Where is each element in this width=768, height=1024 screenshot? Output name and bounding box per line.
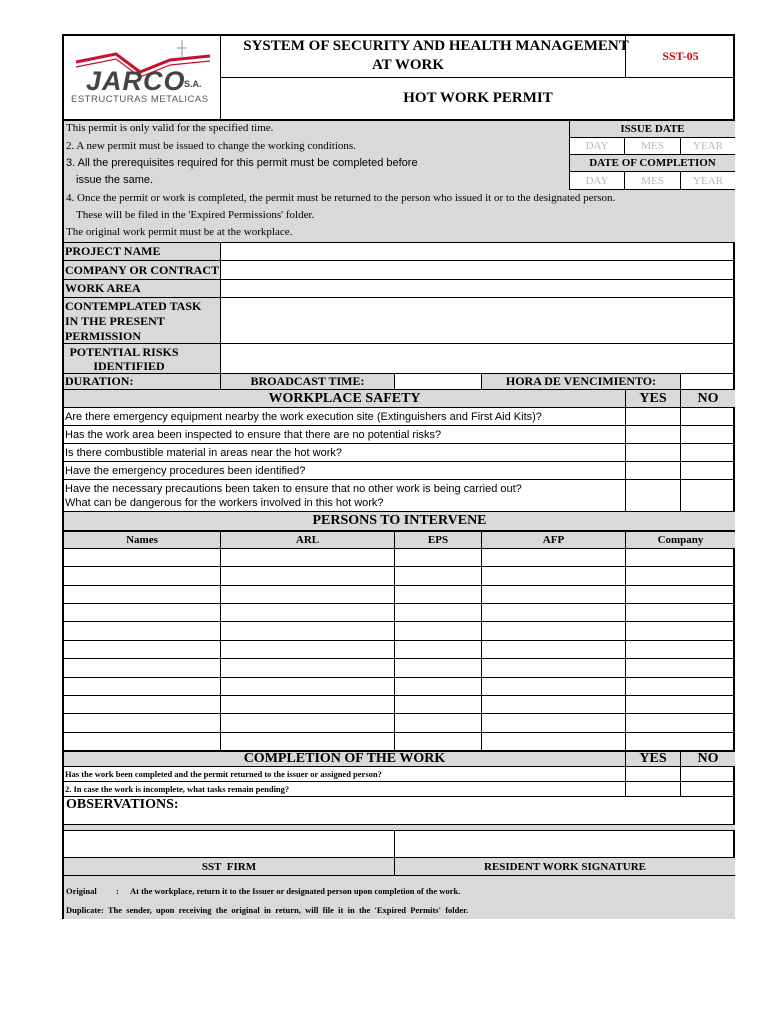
persons-col-company: Company — [657, 534, 704, 546]
safety-yes-checkbox[interactable] — [626, 462, 681, 480]
resident-signature-area[interactable] — [395, 831, 735, 858]
person-cell[interactable] — [395, 678, 482, 696]
completion-no-checkbox[interactable] — [681, 767, 735, 782]
person-cell[interactable] — [482, 549, 626, 567]
issue-day-field[interactable] — [569, 138, 624, 155]
completion-question-row — [64, 782, 626, 797]
person-cell[interactable] — [395, 696, 482, 714]
instruction-line: 2. A new permit must be issued to change the working conditions. — [66, 140, 356, 152]
person-cell[interactable] — [482, 714, 626, 732]
completion-date-label: DATE OF COMPLETION — [589, 157, 716, 169]
person-cell[interactable] — [64, 567, 221, 585]
task-input[interactable] — [221, 298, 735, 344]
issue-month-field[interactable] — [624, 138, 680, 155]
person-cell[interactable] — [626, 549, 735, 567]
completion-month-placeholder: MES — [641, 174, 664, 187]
person-cell[interactable] — [221, 604, 395, 622]
safety-question: Is there combustible material in areas near the hot work? — [65, 446, 342, 459]
person-cell[interactable] — [221, 567, 395, 585]
safety-yes-checkbox[interactable] — [626, 480, 681, 512]
hot-work-permit-form — [62, 34, 735, 919]
person-cell[interactable] — [626, 622, 735, 640]
safety-question-row — [64, 408, 626, 426]
safety-yes-checkbox[interactable] — [626, 444, 681, 462]
safety-question-row — [64, 480, 626, 512]
person-cell[interactable] — [64, 641, 221, 659]
task-label-line: CONTEMPLATED TASK — [65, 299, 202, 313]
person-cell[interactable] — [221, 696, 395, 714]
person-cell[interactable] — [221, 714, 395, 732]
persons-table-body — [64, 549, 735, 751]
instruction-line: These will be filed in the 'Expired Permissions' folder. — [76, 209, 315, 221]
table-row — [64, 641, 735, 659]
completion-year-field[interactable] — [680, 172, 735, 190]
table-row — [64, 567, 735, 585]
completion-question: 2. In case the work is incomplete, what tasks remain pending? — [65, 784, 290, 794]
table-row — [64, 678, 735, 696]
persons-col-eps: EPS — [427, 534, 449, 546]
logo-tagline: ESTRUCTURAS METALICAS — [71, 94, 209, 105]
work-area-label: WORK AREA — [65, 281, 141, 295]
safety-no-checkbox[interactable] — [681, 426, 735, 444]
table-row — [64, 549, 735, 567]
completion-no-header — [681, 751, 735, 767]
company-input[interactable] — [221, 261, 735, 280]
page-title-line1: SYSTEM OF SECURITY AND HEALTH MANAGEMENT — [243, 38, 629, 54]
safety-yes-header — [626, 390, 681, 408]
person-cell[interactable] — [221, 641, 395, 659]
footer-original-separator: : — [116, 886, 119, 896]
issue-day-placeholder: DAY — [585, 140, 609, 152]
person-cell[interactable] — [482, 733, 626, 751]
logo-cell — [64, 36, 221, 121]
person-cell[interactable] — [64, 586, 221, 604]
person-cell[interactable] — [64, 714, 221, 732]
person-cell[interactable] — [626, 641, 735, 659]
person-cell[interactable] — [395, 549, 482, 567]
duration-label: DURATION: — [65, 374, 134, 388]
table-row — [64, 659, 735, 677]
title-cell — [221, 36, 629, 78]
broadcast-label-cell — [221, 374, 395, 390]
completion-title: COMPLETION OF THE WORK — [243, 751, 446, 766]
safety-no-label: NO — [697, 390, 719, 406]
persons-header — [64, 512, 735, 531]
document-code: SST-05 — [662, 49, 699, 63]
sst-firm-label: SST FIRM — [201, 860, 257, 873]
persons-col-afp: AFP — [542, 534, 565, 546]
person-cell[interactable] — [221, 678, 395, 696]
safety-yes-label: YES — [639, 390, 667, 406]
person-cell[interactable] — [221, 549, 395, 567]
safety-no-checkbox[interactable] — [681, 462, 735, 480]
workplace-safety-header — [64, 390, 626, 408]
safety-yes-checkbox[interactable] — [626, 426, 681, 444]
subtitle-cell — [221, 78, 735, 121]
safety-no-checkbox[interactable] — [681, 408, 735, 426]
task-label-line: PERMISSION — [65, 329, 142, 343]
table-row — [64, 604, 735, 622]
persons-col-header — [221, 531, 395, 549]
person-cell[interactable] — [626, 659, 735, 677]
safety-no-header — [681, 390, 735, 408]
completion-day-field[interactable] — [569, 172, 624, 190]
issue-year-placeholder: YEAR — [693, 140, 723, 152]
person-cell[interactable] — [221, 733, 395, 751]
issue-date-label: ISSUE DATE — [620, 123, 685, 135]
project-name-input[interactable] — [221, 243, 735, 261]
task-label-cell — [64, 298, 221, 344]
completion-yes-label: YES — [639, 751, 667, 766]
resident-signature-label-cell — [395, 858, 735, 876]
safety-question: Have the necessary precautions been taken to ensure that no other work is being carried out? — [65, 483, 522, 495]
safety-no-checkbox[interactable] — [681, 480, 735, 512]
completion-no-checkbox[interactable] — [681, 782, 735, 797]
person-cell[interactable] — [395, 733, 482, 751]
code-cell — [626, 36, 735, 78]
person-cell[interactable] — [64, 733, 221, 751]
expiry-time-label: HORA DE VENCIMIENTO: — [505, 374, 657, 388]
person-cell[interactable] — [395, 714, 482, 732]
sst-firm-signature-area[interactable] — [64, 831, 395, 858]
risks-label-line: IDENTIFIED — [93, 359, 165, 373]
safety-question: Has the work area been inspected to ensure that there are no potential risks? — [65, 428, 442, 441]
person-cell[interactable] — [626, 678, 735, 696]
person-cell[interactable] — [221, 622, 395, 640]
instruction-line: 4. Once the permit or work is completed, the permit must be returned to the person who issued it or to the designated person. — [66, 192, 616, 204]
completion-no-label: NO — [697, 751, 719, 766]
person-cell[interactable] — [395, 622, 482, 640]
completion-header — [64, 751, 626, 767]
completion-date-label-cell — [569, 155, 735, 172]
person-cell[interactable] — [395, 586, 482, 604]
observations-label: OBSERVATIONS: — [66, 797, 179, 812]
completion-day-placeholder: DAY — [585, 174, 609, 187]
completion-yes-checkbox[interactable] — [626, 782, 681, 797]
table-row — [64, 586, 735, 604]
risks-label-line: POTENTIAL RISKS — [69, 345, 179, 359]
expiry-label-cell — [482, 374, 681, 390]
footer-notes — [64, 876, 735, 919]
company-label: COMPANY OR CONTRACT — [65, 262, 219, 277]
completion-month-field[interactable] — [624, 172, 680, 190]
person-cell[interactable] — [395, 567, 482, 585]
table-row — [64, 696, 735, 714]
observations-area[interactable] — [64, 797, 735, 825]
person-cell[interactable] — [395, 604, 482, 622]
person-cell[interactable] — [395, 641, 482, 659]
persons-col-header — [395, 531, 482, 549]
safety-no-checkbox[interactable] — [681, 444, 735, 462]
completion-year-placeholder: YEAR — [693, 174, 723, 187]
logo-suffix: S.A. — [184, 79, 202, 89]
safety-question-row — [64, 444, 626, 462]
person-cell[interactable] — [482, 586, 626, 604]
person-cell[interactable] — [64, 549, 221, 567]
footer-duplicate-text: Duplicate: The sender, upon receiving the original in return, will file it in the 'Expired Permits' folder. — [66, 905, 469, 915]
issue-date-label-cell — [569, 121, 735, 138]
table-row — [64, 622, 735, 640]
issue-month-placeholder: MES — [641, 140, 664, 152]
person-cell[interactable] — [626, 714, 735, 732]
logo-text: JARCO — [86, 66, 186, 96]
work-area-input[interactable] — [221, 280, 735, 298]
person-cell[interactable] — [626, 696, 735, 714]
person-cell[interactable] — [482, 567, 626, 585]
sst-firm-label-cell — [64, 858, 395, 876]
table-row — [64, 714, 735, 732]
person-cell[interactable] — [482, 696, 626, 714]
person-cell[interactable] — [395, 659, 482, 677]
company-label-cell — [64, 261, 221, 280]
resident-signature-label: RESIDENT WORK SIGNATURE — [484, 860, 646, 873]
footer-original-text: At the workplace, return it to the Issuer or designated person upon completion of the work. — [130, 886, 461, 896]
completion-question-row — [64, 767, 626, 782]
persons-col-header — [482, 531, 626, 549]
workplace-safety-title: WORKPLACE SAFETY — [268, 390, 421, 406]
persons-col-arl: ARL — [295, 534, 320, 546]
issue-year-field[interactable] — [680, 138, 735, 155]
safety-question-row — [64, 462, 626, 480]
risks-label-cell — [64, 344, 221, 374]
persons-title: PERSONS TO INTERVENE — [312, 513, 487, 528]
person-cell[interactable] — [626, 586, 735, 604]
safety-question: What can be dangerous for the workers involved in this hot work? — [65, 497, 384, 509]
person-cell[interactable] — [64, 604, 221, 622]
table-row — [64, 733, 735, 751]
instruction-line: issue the same. — [76, 174, 154, 186]
footer-original-label: Original — [66, 886, 97, 896]
safety-question: Have the emergency procedures been identified? — [65, 464, 306, 477]
safety-question: Are there emergency equipment nearby the work execution site (Extinguishers and First Aid Kits)? — [65, 410, 542, 423]
persons-col-names: Names — [126, 534, 158, 546]
safety-yes-checkbox[interactable] — [626, 408, 681, 426]
page-subtitle: HOT WORK PERMIT — [403, 90, 553, 106]
instruction-line: 3. All the prerequisites required for this permit must be completed before — [66, 157, 418, 169]
project-name-label: PROJECT NAME — [65, 244, 161, 258]
duration-label-cell — [64, 374, 221, 390]
person-cell[interactable] — [64, 622, 221, 640]
completion-yes-header — [626, 751, 681, 767]
work-area-label-cell — [64, 280, 221, 298]
persons-col-header — [626, 531, 735, 549]
person-cell[interactable] — [482, 678, 626, 696]
person-cell[interactable] — [64, 678, 221, 696]
safety-question-row — [64, 426, 626, 444]
expiry-time-input[interactable] — [681, 374, 735, 390]
person-cell[interactable] — [64, 659, 221, 677]
instruction-line: This permit is only valid for the specified time. — [66, 122, 274, 134]
person-cell[interactable] — [482, 641, 626, 659]
broadcast-time-input[interactable] — [395, 374, 482, 390]
person-cell[interactable] — [626, 604, 735, 622]
page-title-line2: AT WORK — [371, 57, 445, 73]
person-cell[interactable] — [482, 622, 626, 640]
task-label-line: IN THE PRESENT — [65, 314, 165, 328]
project-name-label-cell — [64, 243, 221, 261]
risks-input[interactable] — [221, 344, 735, 374]
instruction-line: The original work permit must be at the workplace. — [66, 226, 293, 238]
completion-question: Has the work been completed and the permit returned to the issuer or assigned person? — [65, 769, 382, 779]
broadcast-time-label: BROADCAST TIME: — [250, 374, 365, 388]
person-cell[interactable] — [221, 586, 395, 604]
person-cell[interactable] — [626, 567, 735, 585]
person-cell[interactable] — [482, 659, 626, 677]
completion-yes-checkbox[interactable] — [626, 767, 681, 782]
persons-col-header — [64, 531, 221, 549]
person-cell[interactable] — [64, 696, 221, 714]
person-cell[interactable] — [221, 659, 395, 677]
person-cell[interactable] — [482, 604, 626, 622]
person-cell[interactable] — [626, 733, 735, 751]
